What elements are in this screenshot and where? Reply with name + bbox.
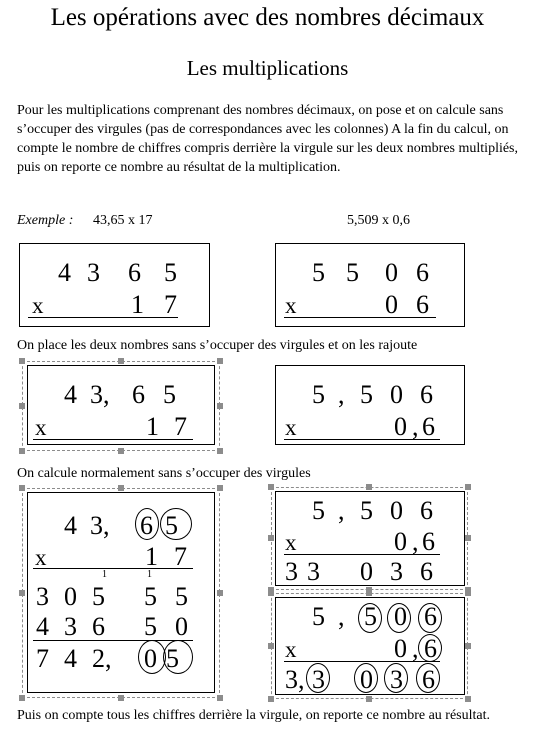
digit: 4	[64, 511, 77, 540]
digit: 5	[164, 258, 177, 287]
digit: 0	[360, 665, 373, 694]
digit: 3	[390, 665, 403, 694]
times-sign: x	[285, 637, 297, 662]
digit: 3	[307, 557, 320, 586]
digit: 7	[174, 412, 187, 441]
digit: 5	[166, 644, 179, 673]
digit: 6	[422, 665, 435, 694]
digit: 1	[146, 412, 159, 441]
underline	[33, 640, 193, 641]
resize-handle[interactable]	[268, 484, 274, 490]
multiplication-box-d	[275, 365, 465, 445]
page-title: Les opérations avec des nombres décimaux	[50, 4, 485, 31]
digit: 6	[420, 557, 433, 586]
digit: 1	[145, 542, 158, 571]
example-1: 43,65 x 17	[93, 213, 153, 228]
digit: 6	[416, 258, 429, 287]
digit: 5	[165, 511, 178, 540]
calculation-box-b	[275, 491, 465, 586]
digit: 5	[346, 258, 359, 287]
resize-handle[interactable]	[268, 590, 274, 596]
multiplication-box-b	[275, 243, 465, 327]
digit: 0	[394, 527, 407, 556]
resize-handle[interactable]	[268, 643, 274, 649]
digit: 3,	[285, 665, 305, 694]
digit: 5	[312, 496, 325, 525]
digit: 5	[360, 496, 373, 525]
digit: 5	[92, 582, 105, 611]
resize-handle[interactable]	[217, 403, 223, 409]
resize-handle[interactable]	[118, 695, 124, 701]
resize-handle[interactable]	[217, 590, 223, 596]
digit: 6	[420, 380, 433, 409]
digit: ,	[412, 412, 419, 441]
digit: 5	[312, 602, 325, 631]
resize-handle[interactable]	[465, 590, 471, 596]
resize-handle[interactable]	[366, 696, 372, 702]
times-sign: x	[285, 415, 297, 440]
digit: 6	[132, 380, 145, 409]
digit: 5	[163, 380, 176, 409]
resize-handle[interactable]	[366, 590, 372, 596]
digit: 4	[36, 612, 49, 641]
digit: 1	[131, 290, 144, 319]
digit: 5	[144, 612, 157, 641]
digit: 3,	[90, 380, 110, 409]
digit: 0	[390, 380, 403, 409]
digit: 3	[64, 612, 77, 641]
times-sign: x	[285, 293, 297, 318]
digit: ,	[338, 602, 345, 631]
resize-handle[interactable]	[217, 485, 223, 491]
resize-handle[interactable]	[19, 695, 25, 701]
resize-handle[interactable]	[268, 535, 274, 541]
digit: 5	[312, 380, 325, 409]
circle-mark	[418, 603, 442, 633]
resize-handle[interactable]	[19, 358, 25, 364]
digit: 0	[64, 582, 77, 611]
digit: ,	[412, 527, 419, 556]
example-2: 5,509 x 0,6	[347, 213, 410, 228]
calculation-box-c	[275, 597, 465, 695]
digit: 5	[360, 380, 373, 409]
digit: 0	[385, 258, 398, 287]
resize-handle[interactable]	[19, 403, 25, 409]
digit: 6	[128, 258, 141, 287]
digit: 3	[390, 557, 403, 586]
calculation-box-a	[27, 492, 215, 693]
underline	[28, 317, 178, 318]
digit: 6	[424, 602, 437, 631]
circle-mark	[358, 603, 382, 633]
carry-digit: 1	[147, 569, 152, 580]
digit: 0	[144, 644, 157, 673]
digit: 3	[87, 258, 100, 287]
digit: ,	[412, 634, 419, 663]
digit: 0	[175, 612, 188, 641]
digit: 6	[424, 634, 437, 663]
resize-handle[interactable]	[19, 448, 25, 454]
resize-handle[interactable]	[465, 696, 471, 702]
circle-mark	[160, 508, 192, 540]
underline	[284, 439, 440, 440]
digit: 6	[420, 496, 433, 525]
digit: 3	[36, 582, 49, 611]
digit: 7	[36, 644, 49, 673]
digit: 0	[394, 602, 407, 631]
digit: ,	[338, 380, 345, 409]
resize-handle[interactable]	[465, 643, 471, 649]
resize-handle[interactable]	[217, 448, 223, 454]
circle-mark	[354, 663, 378, 693]
circle-mark	[384, 663, 408, 693]
multiplication-box-a	[19, 243, 210, 327]
digit: 5	[175, 582, 188, 611]
digit: 3	[285, 557, 298, 586]
digit: 6	[422, 527, 435, 556]
underline	[284, 661, 440, 662]
circle-mark	[416, 663, 440, 693]
digit: 0	[394, 634, 407, 663]
times-sign: x	[35, 545, 47, 570]
underline	[284, 317, 436, 318]
resize-handle[interactable]	[118, 485, 124, 491]
digit: 0	[360, 557, 373, 586]
digit: 5	[364, 602, 377, 631]
digit: 6	[422, 412, 435, 441]
resize-handle[interactable]	[217, 695, 223, 701]
underline	[33, 439, 193, 440]
carry-digit: 1	[102, 569, 107, 580]
digit: 0	[385, 290, 398, 319]
resize-handle[interactable]	[366, 484, 372, 490]
underline	[284, 554, 440, 555]
circle-mark	[387, 603, 411, 633]
example-label: Exemple :	[17, 213, 74, 228]
resize-handle[interactable]	[268, 696, 274, 702]
digit: 7	[164, 290, 177, 319]
step-1-text: On place les deux nombres sans s’occuper des virgules et on les rajoute	[17, 338, 418, 353]
digit: ,	[338, 496, 345, 525]
resize-handle[interactable]	[465, 535, 471, 541]
digit: 4	[64, 644, 77, 673]
circle-mark	[418, 634, 442, 662]
circle-mark	[163, 640, 193, 674]
digit: 3	[312, 665, 325, 694]
times-sign: x	[32, 293, 44, 318]
underline	[33, 568, 193, 569]
resize-handle[interactable]	[465, 484, 471, 490]
digit: 4	[58, 258, 71, 287]
resize-handle[interactable]	[118, 358, 124, 364]
times-sign: x	[285, 530, 297, 555]
circle-mark	[306, 663, 330, 693]
step-2-text: On calcule normalement sans s’occuper des virgules	[17, 466, 311, 481]
digit: 6	[140, 511, 153, 540]
digit: 6	[92, 612, 105, 641]
circle-mark	[138, 640, 166, 674]
page-subtitle: Les multiplications	[186, 56, 349, 80]
resize-handle[interactable]	[118, 448, 124, 454]
footer-paragraph: Puis on compte tous les chiffres derrière la virgule, on reporte ce nombre au résultat.	[17, 708, 490, 723]
resize-handle[interactable]	[19, 590, 25, 596]
digit: 5	[312, 258, 325, 287]
digit: 5	[144, 582, 157, 611]
digit: 0	[390, 496, 403, 525]
digit: 0	[394, 412, 407, 441]
resize-handle[interactable]	[19, 485, 25, 491]
intro-paragraph: Pour les multiplications comprenant des nombres décimaux, on pose et on calcule sans s’occuper des virgules (pas de correspondances avec les colonnes) A la fin du calcul, on compte le nombre de chiffres compris derrière la virgule sur les deux nombres multipliés, puis on reporte ce nombre au résultat de la multiplication.	[17, 103, 519, 175]
digit: 4	[64, 380, 77, 409]
resize-handle[interactable]	[217, 358, 223, 364]
digit: 2,	[92, 644, 112, 673]
digit: 3,	[90, 511, 110, 540]
times-sign: x	[35, 415, 47, 440]
circle-mark	[135, 508, 159, 540]
digit: 6	[416, 290, 429, 319]
digit: 7	[174, 542, 187, 571]
multiplication-box-c	[27, 365, 215, 445]
